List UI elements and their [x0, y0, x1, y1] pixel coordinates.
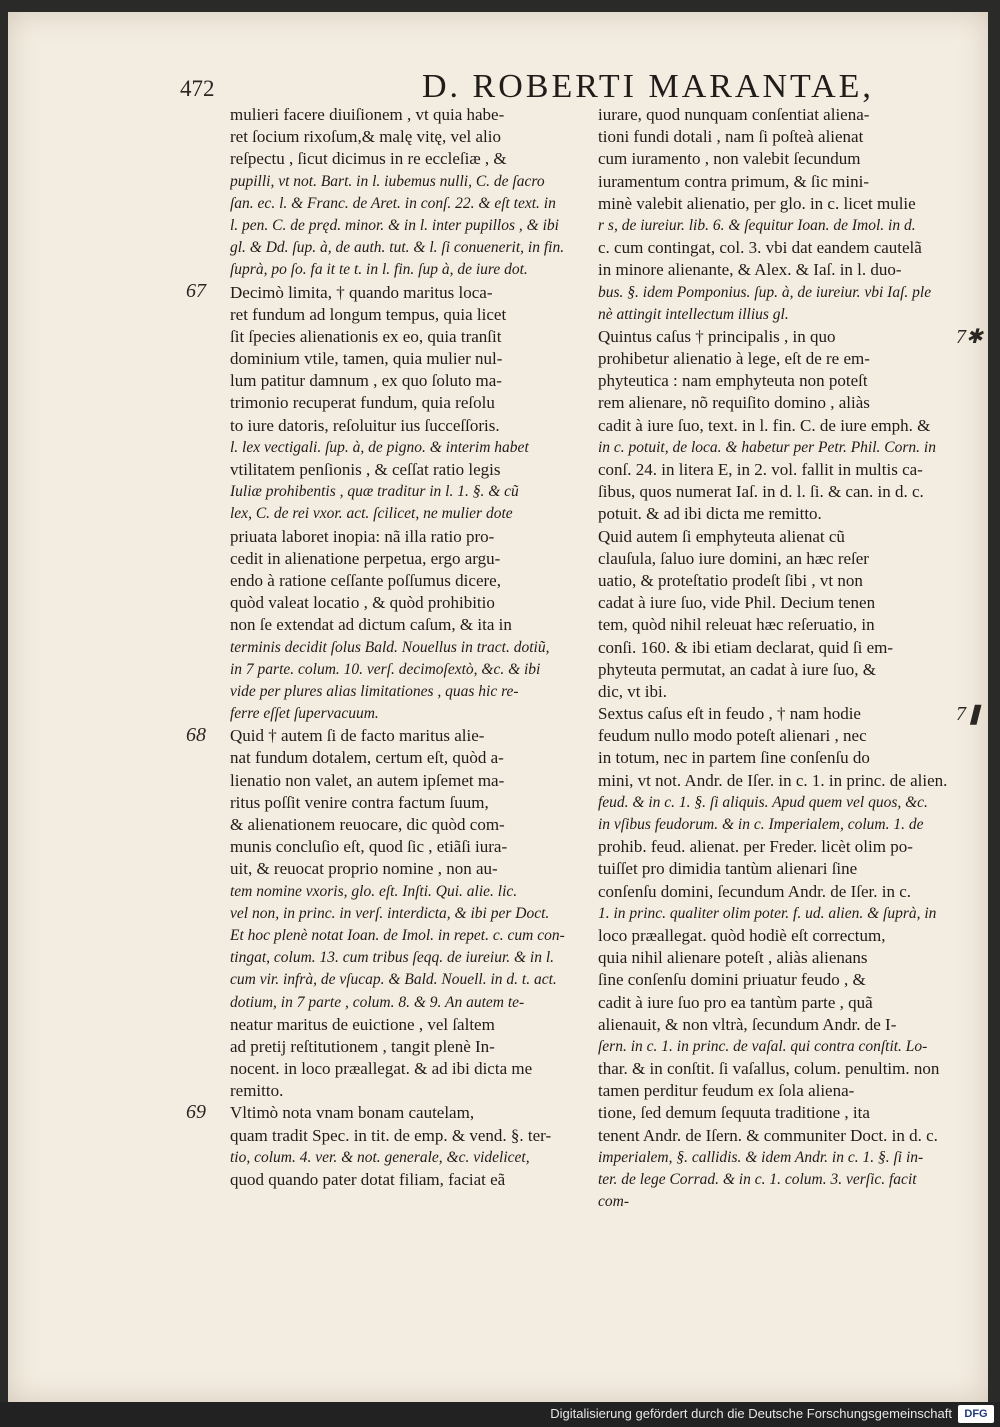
- text-line: ſan. ec. l. & Franc. de Aret. in conſ. 22. & eſt text. in: [230, 194, 556, 212]
- text-line: vel non, in princ. in verſ. interdicta, & ibi per Doct.: [230, 904, 550, 922]
- text-line: in c. potuit, de loca. & habetur per Petr. Phil. Corn. in: [598, 438, 936, 456]
- text-line: quod quando pater dotat filiam, faciat eã: [230, 1170, 506, 1189]
- text-line: r s, de iureiur. lib. 6. & ſequitur Ioan. de Imol. in d.: [598, 216, 916, 234]
- text-line: quam tradit Spec. in tit. de emp. & vend. §. ter-: [230, 1125, 552, 1145]
- text-line: ritus poſſit venire contra factum ſuum,: [230, 792, 489, 812]
- text-line: ret ſocium rixoſum,& malę vitę, vel alio: [230, 127, 501, 147]
- text-line: Quid † autem ſi de facto maritus alie-: [230, 726, 485, 746]
- text-line: priuata laboret inopia: nã illa ratio pro-: [230, 526, 495, 546]
- text-line: cadat à iure ſuo, vide Phil. Decium tenen: [598, 593, 876, 613]
- right-column: [598, 104, 970, 1213]
- text-line: prohibetur alienatio à lege, eſt de re em-: [598, 349, 870, 369]
- text-line: nat fundum dotalem, certum eſt, quòd a-: [230, 748, 504, 768]
- text-line: ſuprà, po ſo. fa it te t. in l. fin. ſup à, de iure dot.: [230, 261, 528, 279]
- text-line: conſi. 160. & ibi etiam declarat, quid ſi em-: [598, 637, 894, 657]
- digitization-footer: [0, 1402, 1000, 1427]
- text-line: lienatio non valet, an autem ipſemet ma-: [230, 770, 505, 790]
- text-line: conſenſu domini, ſecundum Andr. de Iſer. in c.: [598, 881, 912, 901]
- book-page: [8, 12, 988, 1402]
- text-line: cadit à iure ſuo pro ea tantùm parte , quã: [598, 992, 873, 1012]
- text-line: terminis decidit ſolus Bald. Nouellus in tract. dotiũ,: [230, 638, 550, 656]
- text-line: tione, ſed demum ſequuta traditione , ita: [598, 1103, 870, 1123]
- text-line: dotium, in 7 parte , colum. 8. & 9. An autem te-: [230, 993, 525, 1011]
- text-line: conſ. 24. in litera E, in 2. vol. fallit in multis ca-: [598, 460, 923, 479]
- text-line: iurare, quod nunquam conſentiat aliena-: [598, 105, 870, 124]
- text-line: dic, vt ibi.: [598, 681, 667, 701]
- text-line: phyteuta permutat, an cadat à iure ſuo, &: [598, 659, 877, 679]
- text-line: Sextus caſus eſt in feudo , † nam hodie: [598, 704, 861, 724]
- margin-paragraph-number: 7❚: [956, 703, 983, 726]
- text-line: trimonio recuperat fundum, quia reſolu: [230, 393, 495, 413]
- text-line: cum vir. infrà, de vſucap. & Bald. Nouell. in d. t. act.: [230, 971, 557, 989]
- text-line: ſibus, quos numerat Iaſ. in d. l. ſi. & can. in d. c.: [598, 482, 924, 502]
- text-line: reſpectu , ſicut dicimus in re eccleſiæ , &: [230, 149, 507, 169]
- text-line: c. cum contingat, col. 3. vbi dat eandem cautelã: [598, 238, 922, 258]
- text-line: nè attingit intellectum illius gl.: [598, 305, 789, 323]
- text-line: tuiſſet pro dimidia tantùm alienari ſine: [598, 859, 858, 879]
- text-line: to iure datoris, reſoluitur ius ſucceſſoris.: [230, 415, 500, 435]
- text-line: in totum, nec in partem ſine conſenſu do: [598, 748, 870, 768]
- text-line: ret fundum ad longum tempus, quia licet: [230, 304, 507, 324]
- dfg-logo: DFG: [958, 1405, 994, 1423]
- text-line: munis concluſio eſt, quod ſic , etiãſi iura-: [230, 837, 508, 857]
- text-line: bus. §. idem Pomponius. ſup. à, de iureiur. vbi Iaſ. ple: [598, 283, 932, 301]
- left-column: [230, 104, 590, 1191]
- margin-paragraph-number: 7✱: [956, 326, 983, 348]
- text-line: pupilli, vt not. Bart. in l. iubemus nulli, C. de ſacro: [230, 172, 545, 190]
- text-line: gl. & Dd. ſup. à, de auth. tut. & l. ſi conuenerit, in fin.: [230, 239, 565, 257]
- text-line: remitto.: [230, 1081, 284, 1101]
- text-line: thar. & in conſtit. ſi vaſallus, colum. penultim. non: [598, 1059, 940, 1079]
- text-line: vide per plures alias limitationes , quas hic re-: [230, 682, 519, 700]
- text-line: mulieri facere diuiſionem , vt quia habe-: [230, 105, 505, 124]
- page-number: 472: [180, 76, 215, 101]
- text-line: Iuliæ prohibentis , quæ traditur in l. 1. §. & cũ: [230, 483, 519, 501]
- text-line: 1. in princ. qualiter olim poter. f. ud. alien. & ſuprà, in: [598, 904, 937, 922]
- text-line: quia nihil alienare poteſt , aliàs alienans: [598, 948, 868, 968]
- text-line: loco præallegat. quòd hodiè eſt correctum,: [598, 925, 886, 945]
- text-line: uit, & reuocat proprio nomine , non au-: [230, 859, 498, 879]
- text-line: tingat, colum. 13. cum tribus ſeqq. de iureiur. & in l.: [230, 949, 555, 967]
- text-line: tio, colum. 4. ver. & not. generale, &c. videlicet,: [230, 1148, 530, 1166]
- text-line: ad pretij reſtitutionem , tangit plenè In-: [230, 1036, 495, 1056]
- text-line: vtilitatem penſionis , & ceſſat ratio legis: [230, 460, 501, 479]
- footer-credit: Digitalisierung gefördert durch die Deutsche Forschungsgemeinschaft: [550, 1406, 952, 1421]
- text-line: lum patitur damnum , ex quo ſoluto ma-: [230, 371, 502, 391]
- margin-paragraph-number: 67: [186, 279, 206, 302]
- text-line: tioni fundi dotali , nam ſi poſteà alienat: [598, 127, 864, 147]
- text-line: non ſe extendat ad dictum caſum, & ita in: [230, 615, 512, 635]
- running-head: D. ROBERTI MARANTAE,: [422, 68, 874, 105]
- text-line: l. pen. C. de pręd. minor. & in l. inter pupillos , & ibi: [230, 216, 559, 234]
- text-line: quòd valeat locatio , & quòd prohibitio: [230, 593, 495, 613]
- text-line: Quid autem ſi emphyteuta alienat cũ: [598, 526, 845, 546]
- text-line: alienauit, & non vltrà, ſecundum Andr. de I-: [598, 1014, 897, 1034]
- text-line: feudum nullo modo poteſt alienari , nec: [598, 726, 867, 746]
- text-line: imperialem, §. callidis. & idem Andr. in c. 1. §. ſi in-: [598, 1148, 924, 1166]
- text-line: tem, quòd nihil releuat hæc reſeruatio, in: [598, 615, 875, 635]
- text-line: com-: [598, 1193, 629, 1211]
- text-line: rem alienare, nõ requiſito domino , aliàs: [598, 393, 870, 413]
- text-line: potuit. & ad ibi dicta me remitto.: [598, 504, 822, 524]
- text-line: dominium vtile, tamen, quia mulier nul-: [230, 349, 503, 369]
- text-line: in vſibus feudorum. & in c. Imperialem, colum. 1. de: [598, 816, 924, 833]
- text-line: ferre eſſet ſupervacuum.: [230, 705, 379, 723]
- text-line: endo à ratione ceſſante poſſumus dicere,: [230, 570, 501, 590]
- text-line: & alienationem reuocare, dic quòd com-: [230, 815, 505, 834]
- text-line: in minore alienante, & Alex. & Iaſ. in l. duo-: [598, 260, 902, 280]
- text-line: in 7 parte. colum. 10. verſ. decimoſextò, &c. & ibi: [230, 660, 541, 678]
- text-line: feud. & in c. 1. §. ſi aliquis. Apud quem vel quos, &c.: [598, 793, 928, 811]
- margin-paragraph-number: 68: [186, 723, 206, 746]
- text-line: ſine conſenſu domini priuatur feudo , &: [598, 970, 866, 990]
- text-line: mini, vt not. Andr. de Iſer. in c. 1. in princ. de alien.: [598, 770, 948, 790]
- text-line: l. lex vectigali. ſup. à, de pigno. & interim habet: [230, 438, 529, 456]
- text-line: ter. de lege Corrad. & in c. 1. colum. 3. verſic. facit: [598, 1171, 917, 1188]
- text-line: Vltimò nota vnam bonam cautelam,: [230, 1103, 475, 1123]
- text-line: tem nomine vxoris, glo. eſt. Inſti. Qui. alie. lic.: [230, 882, 518, 900]
- text-line: neatur maritus de euictione , vel ſaltem: [230, 1014, 495, 1034]
- text-line: clauſula, ſaluo iure domini, an hæc reſer: [598, 548, 869, 568]
- text-line: lex, C. de rei vxor. act. ſcilicet, ne mulier dote: [230, 505, 513, 523]
- text-line: uatio, & proteſtatio prodeſt ſibi , vt non: [598, 570, 863, 590]
- text-line: tenent Andr. de Iſern. & communiter Doct. in d. c.: [598, 1125, 938, 1145]
- margin-paragraph-number: 69: [186, 1101, 206, 1123]
- text-line: Et hoc plenè notat Ioan. de Imol. in repet. c. cum con-: [230, 926, 565, 944]
- text-line: nocent. in loco præallegat. & ad ibi dicta me: [230, 1059, 533, 1079]
- text-line: Quintus caſus † principalis , in quo: [598, 326, 836, 346]
- text-line: iuramentum contra primum, & ſic mini-: [598, 171, 869, 191]
- text-line: minè valebit alienatio, per glo. in c. licet mulie: [598, 193, 916, 213]
- text-line: cadit à iure ſuo, text. in l. fin. C. de iure emph. &: [598, 415, 931, 435]
- text-line: cedit in alienatione perpetua, ergo argu-: [230, 548, 501, 568]
- text-line: prohib. feud. alienat. per Freder. licèt olim po-: [598, 837, 913, 857]
- text-line: ſern. in c. 1. in princ. de vaſal. qui contra conſtit. Lo-: [598, 1037, 928, 1055]
- text-line: Decimò limita, † quando maritus loca-: [230, 282, 493, 302]
- text-line: tamen perditur feudum ex ſola aliena-: [598, 1081, 855, 1101]
- text-line: cum iuramento , non valebit ſecundum: [598, 149, 861, 169]
- text-line: ſit ſpecies alienationis ex eo, quia tranſit: [230, 326, 502, 346]
- text-line: phyteutica : nam emphyteuta non poteſt: [598, 371, 868, 391]
